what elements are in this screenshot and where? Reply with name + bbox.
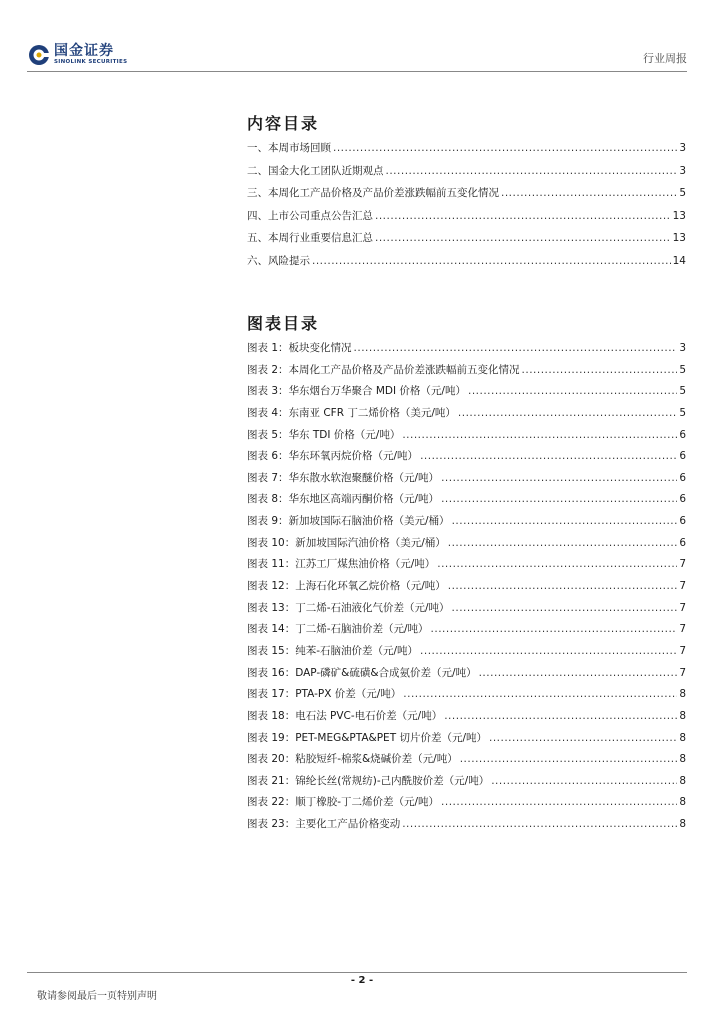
figure-entry[interactable] [247, 686, 686, 708]
figure-entry-page-number: 7 [679, 644, 686, 657]
figure-entry[interactable] [247, 643, 686, 665]
figure-entry[interactable] [247, 556, 686, 578]
figure-entry[interactable] [247, 448, 686, 470]
figure-entry-label: 图表 4：东南亚 CFR 丁二烯价格（美元/吨） [247, 406, 456, 419]
figures-title: 图表目录 [247, 314, 320, 333]
figure-entry-label: 图表 5：华东 TDI 价格（元/吨） [247, 428, 401, 441]
toc-entry-leader-dots [501, 187, 677, 199]
toc-entry[interactable] [247, 253, 686, 276]
figure-entry-leader-dots [468, 385, 677, 397]
figure-entry-label: 图表 17：PTA-PX 价差（元/吨） [247, 688, 402, 701]
figure-entry-label: 图表 6：华东环氧丙烷价格（元/吨） [247, 450, 419, 463]
figure-entry-label: 图表 20：粘胶短纤-棉浆&烧碱价差（元/吨） [247, 753, 458, 766]
figure-entry-page-number: 3 [679, 342, 686, 354]
figures-list [247, 340, 686, 838]
figure-entry-leader-dots [420, 645, 677, 657]
figure-entry-leader-dots [420, 450, 677, 462]
header-divider [27, 71, 687, 72]
figure-entry-label: 图表 2：本周化工产品价格及产品价差涨跌幅前五变化情况 [247, 363, 520, 376]
toc-entry-label: 三、本周化工产品价格及产品价差涨跌幅前五变化情况 [247, 187, 499, 200]
figure-entry-label: 图表 3：华东烟台万华聚合 MDI 价格（元/吨） [247, 385, 466, 398]
figure-entry[interactable] [247, 383, 686, 405]
toc-list [247, 140, 686, 276]
toc-entry[interactable] [247, 208, 686, 231]
figure-entry[interactable] [247, 708, 686, 730]
figure-entry-label: 图表 19：PET-MEG&PTA&PET 切片价差（元/吨） [247, 731, 487, 744]
sinolink-logo-icon [28, 44, 50, 66]
figure-entry-page-number: 8 [679, 818, 686, 831]
figure-entry-page-number: 5 [679, 385, 686, 398]
toc-entry[interactable] [247, 163, 686, 186]
figure-entry-page-number: 7 [679, 558, 686, 571]
logo-chinese-name: 国金证券 [54, 43, 114, 60]
figure-entry-leader-dots [441, 472, 677, 484]
figure-entry-page-number: 7 [679, 666, 686, 679]
footer-divider [27, 972, 687, 973]
figure-entry[interactable] [247, 773, 686, 795]
toc-entry[interactable] [247, 185, 686, 208]
figure-entry-label: 图表 13：丁二烯-石油液化气价差（元/吨） [247, 601, 450, 614]
figure-entry-page-number: 8 [679, 731, 686, 744]
figure-entry-label: 图表 10：新加坡国际汽油价格（美元/桶） [247, 536, 446, 549]
toc-entry-leader-dots [375, 210, 671, 222]
toc-entry-page-number: 14 [672, 254, 686, 267]
figure-entry-label: 图表 12：上海石化环氧乙烷价格（元/吨） [247, 580, 446, 593]
figure-entry-label: 图表 18：电石法 PVC-电石价差（元/吨） [247, 709, 443, 722]
figure-entry-leader-dots [452, 515, 678, 527]
figure-entry-leader-dots [452, 602, 678, 614]
figure-entry[interactable] [247, 427, 686, 449]
toc-entry-leader-dots [312, 255, 671, 267]
figure-entry-page-number: 7 [679, 601, 686, 614]
toc-entry-leader-dots [375, 232, 671, 244]
toc-entry-page-number: 3 [679, 142, 686, 154]
figure-entry[interactable] [247, 470, 686, 492]
figure-entry[interactable] [247, 794, 686, 816]
figure-entry-leader-dots [479, 667, 678, 679]
toc-entry-page-number: 5 [679, 187, 686, 200]
figure-entry-leader-dots [441, 796, 677, 808]
disclaimer: 敬请参阅最后一页特别声明 [37, 991, 157, 1002]
figure-entry-leader-dots [460, 753, 678, 765]
toc-entry[interactable] [247, 140, 686, 163]
figure-entry-page-number: 6 [679, 493, 686, 506]
figure-entry-label: 图表 1：板块变化情况 [247, 342, 352, 354]
figure-entry-page-number: 5 [679, 363, 686, 376]
figure-entry-label: 图表 16：DAP-磷矿&硫磺&合成氨价差（元/吨） [247, 666, 477, 679]
figure-entry-leader-dots [522, 364, 678, 376]
figure-entry-page-number: 6 [679, 450, 686, 463]
toc-entry-page-number: 3 [679, 164, 686, 177]
figure-entry[interactable] [247, 816, 686, 838]
figure-entry-label: 图表 23：主要化工产品价格变动 [247, 818, 401, 831]
toc-entry-label: 四、上市公司重点公告汇总 [247, 209, 373, 222]
page-number: - 2 - [350, 975, 374, 986]
figure-entry[interactable] [247, 513, 686, 535]
toc-entry-page-number: 13 [672, 209, 686, 222]
figure-entry[interactable] [247, 665, 686, 687]
figure-entry-label: 图表 14：丁二烯-石脑油价差（元/吨） [247, 623, 429, 636]
figure-entry-label: 图表 9：新加坡国际石脑油价格（美元/桶） [247, 515, 450, 528]
figure-entry-label: 图表 15：纯苯-石脑油价差（元/吨） [247, 644, 419, 657]
figure-entry[interactable] [247, 621, 686, 643]
figure-entry-leader-dots [437, 558, 677, 570]
figure-entry-leader-dots [402, 818, 677, 830]
report-type-label: 行业周报 [643, 52, 687, 65]
figure-entry-leader-dots [431, 623, 678, 635]
figure-entry-page-number: 6 [679, 515, 686, 528]
figure-entry-leader-dots [441, 493, 677, 505]
toc-entry-label: 六、风险提示 [247, 254, 310, 267]
figure-entry-page-number: 8 [679, 774, 686, 787]
figure-entry-page-number: 8 [679, 753, 686, 766]
figure-entry-page-number: 6 [679, 428, 686, 441]
toc-entry[interactable] [247, 230, 686, 253]
figure-entry-page-number: 6 [679, 536, 686, 549]
figure-entry[interactable] [247, 600, 686, 622]
page-header [0, 0, 724, 80]
figure-entry[interactable] [247, 535, 686, 557]
toc-entry-label: 一、本周市场回顾 [247, 142, 331, 154]
figure-entry-page-number: 8 [679, 709, 686, 722]
figure-entry-label: 图表 8：华东地区高端丙酮价格（元/吨） [247, 493, 440, 506]
figure-entry-page-number: 8 [679, 796, 686, 809]
toc-entry-page-number: 13 [672, 232, 686, 245]
figure-entry-page-number: 5 [679, 406, 686, 419]
figure-entry[interactable] [247, 730, 686, 752]
figure-entry-leader-dots [448, 580, 678, 592]
toc-entry-label: 二、国金大化工团队近期观点 [247, 164, 384, 177]
figure-entry-leader-dots [448, 537, 678, 549]
figure-entry[interactable] [247, 491, 686, 513]
figure-entry[interactable] [247, 362, 686, 384]
figure-entry-page-number: 8 [679, 688, 686, 701]
figure-entry-leader-dots [403, 688, 677, 700]
figure-entry-page-number: 7 [679, 580, 686, 593]
figure-entry[interactable] [247, 405, 686, 427]
figure-entry-label: 图表 11：江苏工厂煤焦油价格（元/吨） [247, 558, 436, 571]
figure-entry-label: 图表 21：锦纶长丝(常规纺)-己内酰胺价差（元/吨） [247, 774, 490, 787]
toc-title: 内容目录 [247, 114, 320, 133]
figure-entry-page-number: 7 [679, 623, 686, 636]
logo-english-name: SINOLINK SECURITIES [54, 59, 128, 66]
figure-entry-label: 图表 7：华东散水软泡聚醚价格（元/吨） [247, 471, 440, 484]
figure-entry[interactable] [247, 340, 686, 362]
figure-entry[interactable] [247, 578, 686, 600]
figure-entry-leader-dots [354, 342, 678, 354]
figure-entry[interactable] [247, 751, 686, 773]
toc-entry-leader-dots [333, 142, 677, 154]
sinolink-logo [28, 42, 127, 68]
figure-entry-leader-dots [444, 710, 677, 722]
toc-entry-leader-dots [386, 165, 678, 177]
figure-entry-page-number: 6 [679, 471, 686, 484]
toc-entry-label: 五、本周行业重要信息汇总 [247, 232, 373, 245]
figure-entry-leader-dots [402, 429, 677, 441]
figure-entry-label: 图表 22：顺丁橡胶-丁二烯价差（元/吨） [247, 796, 440, 809]
figure-entry-leader-dots [491, 775, 677, 787]
figure-entry-leader-dots [489, 732, 677, 744]
figure-entry-leader-dots [458, 407, 677, 419]
